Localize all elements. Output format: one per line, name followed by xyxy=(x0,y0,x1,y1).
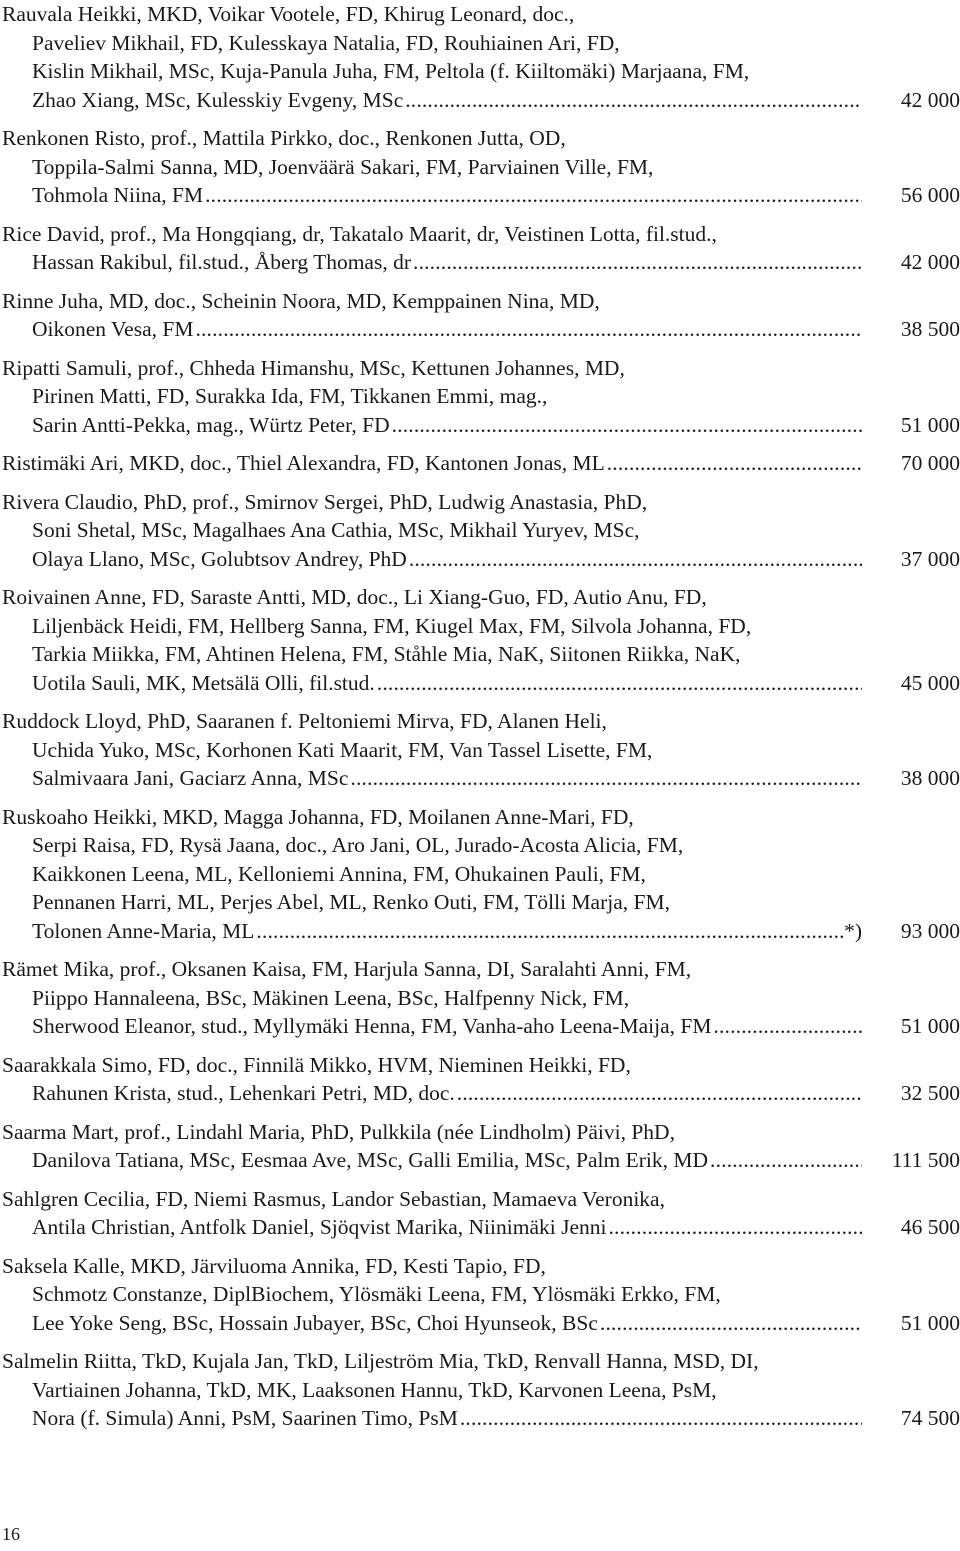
entry-first-line xyxy=(2,1118,960,1147)
entry-continuation-line xyxy=(2,516,960,545)
grant-amount: 51 000 xyxy=(900,1310,960,1335)
page-number: 16 xyxy=(2,1524,20,1544)
entry-text: Rivera Claudio, PhD, prof., Smirnov Sergei, PhD, Ludwig Anastasia, PhD, xyxy=(2,489,648,514)
grant-entry xyxy=(2,1185,960,1242)
entry-text: Pennanen Harri, ML, Perjes Abel, ML, Renko Outi, FM, Tölli Marja, FM, xyxy=(32,890,670,914)
grant-amount: 45 000 xyxy=(900,670,960,695)
entry-text: Hassan Rakibul, fil.stud., Åberg Thomas, dr xyxy=(32,250,412,274)
entry-text: Oikonen Vesa, FM xyxy=(32,317,194,341)
entry-first-line xyxy=(2,287,960,316)
dot-leader xyxy=(606,1213,862,1242)
entry-text: Renkonen Risto, prof., Mattila Pirkko, doc., Renkonen Jutta, OD, xyxy=(2,126,566,150)
entry-text: Vartiainen Johanna, TkD, MK, Laaksonen Hannu, TkD, Karvonen Leena, PsM, xyxy=(32,1377,717,1402)
entry-text: Uchida Yuko, MSc, Korhonen Kati Maarit, FM, Van Tassel Lisette, FM, xyxy=(32,737,653,762)
entry-text: Danilova Tatiana, MSc, Eesmaa Ave, MSc, Galli Emilia, MSc, Palm Erik, MD xyxy=(32,1148,709,1172)
dot-leader xyxy=(407,545,862,574)
grant-amount: 42 000 xyxy=(900,87,960,112)
entry-text: Rahunen Krista, stud., Lehenkari Petri, MD, doc. xyxy=(32,1081,455,1105)
entry-continuation-line xyxy=(2,984,960,1013)
entry-continuation-line xyxy=(2,1309,960,1338)
entry-text: Antila Christian, Antfolk Daniel, Sjöqvist Marika, Niinimäki Jenni xyxy=(32,1215,607,1239)
entry-continuation-line xyxy=(2,1404,960,1433)
entry-text: Salmivaara Jani, Gaciarz Anna, MSc xyxy=(32,766,349,790)
entry-first-line xyxy=(2,583,960,612)
dot-leader xyxy=(203,181,862,210)
entry-text: Rauvala Heikki, MKD, Voikar Vootele, FD, Khirug Leonard, doc., xyxy=(2,2,575,26)
entry-first-line xyxy=(2,707,960,736)
dot-leader xyxy=(254,917,844,946)
entry-text: Toppila-Salmi Sanna, MD, Joenväärä Sakari, FM, Parviainen Ville, FM, xyxy=(32,154,654,179)
grant-entry xyxy=(2,955,960,1041)
entry-continuation-line xyxy=(2,917,960,946)
entry-text: Rice David, prof., Ma Hongqiang, dr, Takatalo Maarit, dr, Veistinen Lotta, fil.stud., xyxy=(2,221,717,246)
entry-first-line xyxy=(2,1252,960,1281)
entry-first-line xyxy=(2,0,960,29)
entry-continuation-line xyxy=(2,612,960,641)
grant-entry xyxy=(2,1252,960,1338)
entry-first-line xyxy=(2,488,960,517)
entry-text: Saarakkala Simo, FD, doc., Finnilä Mikko, HVM, Nieminen Heikki, FD, xyxy=(2,1052,631,1077)
entry-text: Rinne Juha, MD, doc., Scheinin Noora, MD, Kemppainen Nina, MD, xyxy=(2,288,600,313)
entry-text: Saarma Mart, prof., Lindahl Maria, PhD, Pulkkila (née Lindholm) Päivi, PhD, xyxy=(2,1119,675,1144)
entry-continuation-line xyxy=(2,860,960,889)
entry-text: Ruddock Lloyd, PhD, Saaranen f. Peltoniemi Mirva, FD, Alanen Heli, xyxy=(2,709,607,733)
entry-continuation-line xyxy=(2,86,960,115)
entry-continuation-line xyxy=(2,1376,960,1405)
entry-continuation-line xyxy=(2,315,960,344)
entry-text: Kislin Mikhail, MSc, Kuja-Panula Juha, FM, Peltola (f. Kiiltomäki) Marjaana, FM, xyxy=(32,59,750,83)
entry-first-line xyxy=(2,1185,960,1214)
entry-footnote-mark: *) xyxy=(844,918,862,943)
grant-entry xyxy=(2,220,960,277)
entry-text: Schmotz Constanze, DiplBiochem, Ylösmäki Leena, FM, Ylösmäki Erkko, FM, xyxy=(32,1282,721,1306)
grant-amount: 38 000 xyxy=(900,766,960,790)
entry-text: Rämet Mika, prof., Oksanen Kaisa, FM, Harjula Sanna, DI, Saralahti Anni, FM, xyxy=(2,957,692,981)
dot-leader xyxy=(455,1079,862,1108)
grant-list xyxy=(2,0,960,1443)
grant-entry xyxy=(2,583,960,697)
entry-first-line xyxy=(2,449,960,478)
entry-text: Olaya Llano, MSc, Golubtsov Andrey, PhD xyxy=(32,546,407,571)
grant-entry xyxy=(2,803,960,946)
grant-entry xyxy=(2,354,960,440)
entry-text: Sarin Antti-Pekka, mag., Würtz Peter, FD xyxy=(32,412,390,437)
dot-leader xyxy=(411,248,862,277)
entry-text: Liljenbäck Heidi, FM, Hellberg Sanna, FM, Kiugel Max, FM, Silvola Johanna, FD, xyxy=(32,613,752,638)
entry-text: Sherwood Eleanor, stud., Myllymäki Henna, FM, Vanha-aho Leena-Maija, FM xyxy=(32,1014,712,1038)
entry-text: Sahlgren Cecilia, FD, Niemi Rasmus, Landor Sebastian, Mamaeva Veronika, xyxy=(2,1186,665,1211)
grant-amount: 111 500 xyxy=(891,1148,960,1172)
entry-text: Piippo Hannaleena, BSc, Mäkinen Leena, BSc, Halfpenny Nick, FM, xyxy=(32,985,630,1010)
entry-text: Ruskoaho Heikki, MKD, Magga Johanna, FD, Moilanen Anne-Mari, FD, xyxy=(2,804,634,829)
grant-amount: 51 000 xyxy=(900,412,960,437)
dot-leader xyxy=(348,764,862,793)
grant-entry xyxy=(2,0,960,114)
dot-leader xyxy=(193,315,862,344)
entry-continuation-line xyxy=(2,29,960,58)
grant-amount: 46 500 xyxy=(900,1215,960,1239)
grant-entry xyxy=(2,287,960,344)
entry-continuation-line xyxy=(2,764,960,793)
entry-text: Paveliev Mikhail, FD, Kulesskaya Natalia, FD, Rouhiainen Ari, FD, xyxy=(32,30,620,55)
entry-continuation-line xyxy=(2,411,960,440)
entry-first-line xyxy=(2,1347,960,1376)
entry-text: Serpi Raisa, FD, Rysä Jaana, doc., Aro Jani, OL, Jurado-Acosta Alicia, FM, xyxy=(32,833,684,857)
entry-text: Tarkia Miikka, FM, Ahtinen Helena, FM, Ståhle Mia, NaK, Siitonen Riikka, NaK, xyxy=(32,642,741,666)
entry-continuation-line xyxy=(2,382,960,411)
grant-amount: 93 000 xyxy=(900,918,960,943)
entry-continuation-line xyxy=(2,736,960,765)
entry-continuation-line xyxy=(2,888,960,917)
entry-text: Pirinen Matti, FD, Surakka Ida, FM, Tikkanen Emmi, mag., xyxy=(32,384,548,408)
dot-leader xyxy=(598,1309,862,1338)
entry-continuation-line xyxy=(2,669,960,698)
entry-text: Saksela Kalle, MKD, Järviluoma Annika, FD, Kesti Tapio, FD, xyxy=(2,1253,546,1278)
entry-text: Soni Shetal, MSc, Magalhaes Ana Cathia, MSc, Mikhail Yuryev, MSc, xyxy=(32,518,640,542)
entry-first-line xyxy=(2,354,960,383)
entry-continuation-line xyxy=(2,831,960,860)
entry-text: Kaikkonen Leena, ML, Kelloniemi Annina, FM, Ohukainen Pauli, FM, xyxy=(32,861,646,886)
entry-text: Salmelin Riitta, TkD, Kujala Jan, TkD, Liljeström Mia, TkD, Renvall Hanna, MSD, DI, xyxy=(2,1349,759,1373)
entry-text: Roivainen Anne, FD, Saraste Antti, MD, doc., Li Xiang-Guo, FD, Autio Anu, FD, xyxy=(2,585,707,609)
grant-amount: 37 000 xyxy=(900,546,960,571)
dot-leader xyxy=(708,1146,862,1175)
entry-continuation-line xyxy=(2,1280,960,1309)
dot-leader xyxy=(375,669,862,698)
entry-text: Nora (f. Simula) Anni, PsM, Saarinen Timo, PsM xyxy=(32,1406,458,1430)
grant-entry xyxy=(2,124,960,210)
grant-amount: 51 000 xyxy=(900,1014,960,1038)
entry-text: Ristimäki Ari, MKD, doc., Thiel Alexandra, FD, Kantonen Jonas, ML xyxy=(2,451,605,475)
entry-text: Lee Yoke Seng, BSc, Hossain Jubayer, BSc, Choi Hyunseok, BSc xyxy=(32,1310,598,1335)
entry-continuation-line xyxy=(2,1146,960,1175)
dot-leader xyxy=(403,86,862,115)
entry-text: Uotila Sauli, MK, Metsälä Olli, fil.stud. xyxy=(32,670,375,695)
grant-amount: 70 000 xyxy=(900,451,960,475)
entry-continuation-line xyxy=(2,640,960,669)
entry-text: Tolonen Anne-Maria, ML xyxy=(32,918,255,943)
dot-leader xyxy=(458,1404,862,1433)
dot-leader xyxy=(711,1012,862,1041)
entry-continuation-line xyxy=(2,153,960,182)
entry-first-line xyxy=(2,1051,960,1080)
entry-continuation-line xyxy=(2,57,960,86)
grant-entry xyxy=(2,707,960,793)
grant-entry xyxy=(2,1051,960,1108)
grant-entry xyxy=(2,1347,960,1433)
entry-continuation-line xyxy=(2,545,960,574)
entry-first-line xyxy=(2,955,960,984)
grant-entry xyxy=(2,449,960,478)
grant-amount: 74 500 xyxy=(900,1406,960,1430)
entry-text: Tohmola Niina, FM xyxy=(32,183,204,207)
entry-first-line xyxy=(2,220,960,249)
entry-continuation-line xyxy=(2,1213,960,1242)
dot-leader xyxy=(390,411,862,440)
grant-entry xyxy=(2,1118,960,1175)
grant-amount: 38 500 xyxy=(900,317,960,341)
entry-text: Ripatti Samuli, prof., Chheda Himanshu, MSc, Kettunen Johannes, MD, xyxy=(2,355,625,380)
entry-first-line xyxy=(2,124,960,153)
entry-first-line xyxy=(2,803,960,832)
entry-continuation-line xyxy=(2,1012,960,1041)
entry-continuation-line xyxy=(2,181,960,210)
grant-amount: 32 500 xyxy=(900,1081,960,1105)
grant-amount: 56 000 xyxy=(900,183,960,207)
entry-text: Zhao Xiang, MSc, Kulesskiy Evgeny, MSc xyxy=(32,87,404,112)
entry-continuation-line xyxy=(2,1079,960,1108)
dot-leader xyxy=(605,449,862,478)
entry-continuation-line xyxy=(2,248,960,277)
grant-entry xyxy=(2,488,960,574)
grant-amount: 42 000 xyxy=(900,250,960,274)
